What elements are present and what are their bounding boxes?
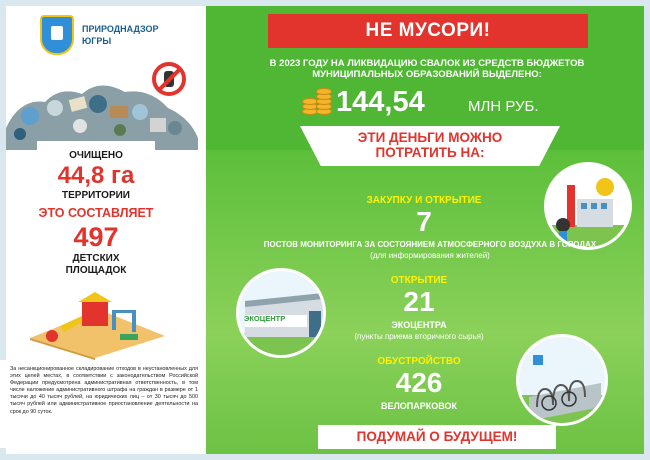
cleaned-label: ОЧИЩЕНО bbox=[69, 150, 123, 161]
logo-text bbox=[82, 23, 159, 47]
no-littering-icon bbox=[152, 62, 186, 96]
can-spend-text bbox=[300, 130, 560, 160]
playground-illustration bbox=[20, 290, 170, 360]
ecocenter-badge: ЭКОЦЕНТР bbox=[244, 314, 286, 323]
can-spend-line-1: ЭТИ ДЕНЬГИ МОЖНО bbox=[357, 130, 503, 145]
crest-icon bbox=[40, 15, 74, 55]
coins-icon bbox=[300, 86, 334, 116]
bike-parking-illustration bbox=[516, 334, 608, 426]
item-1-label: ЗАКУПКУ И ОТКРЫТИЕ bbox=[366, 195, 482, 206]
amount-unit: МЛН РУБ. bbox=[468, 98, 539, 115]
fine-notice: За несанкционированное складирование отходов в неустановленных для этих целей местах, в соответствии с законодательством Российской Федерации предусмотрена административная ответственность, в том числе наложение административного штрафа на граждан в размере от 1 тысячи до 40 тысяч рублей, на юридических лиц – от 30 тысяч до 500 тысяч рублей или административное приостановление деятельности на срок до 90 суток. bbox=[0, 360, 206, 448]
footer-slogan: ПОДУМАЙ О БУДУЩЕМ! bbox=[318, 425, 556, 449]
item-2-sub: (пункты приема вторичного сырья) bbox=[354, 332, 484, 341]
item-1-value: 7 bbox=[416, 206, 432, 237]
lead-line-1: В 2023 ГОДУ НА ЛИКВИДАЦИЮ СВАЛОК ИЗ СРЕДСТВ БЮДЖЕТОВ bbox=[269, 58, 585, 69]
playgrounds-label-2: ПЛОЩАДОК bbox=[65, 265, 127, 276]
item-1-text: ПОСТОВ МОНИТОРИНГА ЗА СОСТОЯНИЕМ АТМОСФЕРНОГО ВОЗДУХА В ГОРОДАХ bbox=[263, 240, 597, 249]
item-2-label: ОТКРЫТИЕ bbox=[390, 275, 448, 286]
playgrounds-label-1: ДЕТСКИХ bbox=[72, 253, 120, 264]
logo-line-2: ЮГРЫ bbox=[82, 36, 112, 46]
item-3-label: ОБУСТРОЙСТВО bbox=[377, 356, 461, 367]
item-3-value: 426 bbox=[395, 367, 443, 398]
item-2-text: ЭКОЦЕНТРА bbox=[391, 320, 447, 330]
item-3-text: ВЕЛОПАРКОВОК bbox=[380, 401, 458, 411]
page-title: НЕ МУСОРИ! bbox=[268, 14, 588, 48]
equals-label: ЭТО СОСТАВЛЯЕТ bbox=[38, 206, 154, 220]
ecocenter-illustration bbox=[236, 268, 326, 358]
logo-line-1: ПРИРОДНАДЗОР bbox=[82, 24, 159, 34]
area-value: 44,8 га bbox=[57, 162, 135, 189]
playgrounds-value: 497 bbox=[73, 222, 119, 252]
monitoring-illustration bbox=[544, 162, 632, 250]
item-2-value: 21 bbox=[403, 286, 435, 317]
can-spend-line-2: ПОТРАТИТЬ НА: bbox=[375, 145, 485, 160]
lead-line-2: МУНИЦИПАЛЬНЫХ ОБРАЗОВАНИЙ ВЫДЕЛЕНО: bbox=[312, 69, 542, 80]
area-label: ТЕРРИТОРИИ bbox=[62, 190, 130, 201]
amount-value: 144,54 bbox=[336, 86, 425, 118]
item-1-sub: (для информирования жителей) bbox=[370, 251, 490, 260]
lead-text bbox=[222, 58, 632, 80]
logo bbox=[40, 12, 200, 58]
